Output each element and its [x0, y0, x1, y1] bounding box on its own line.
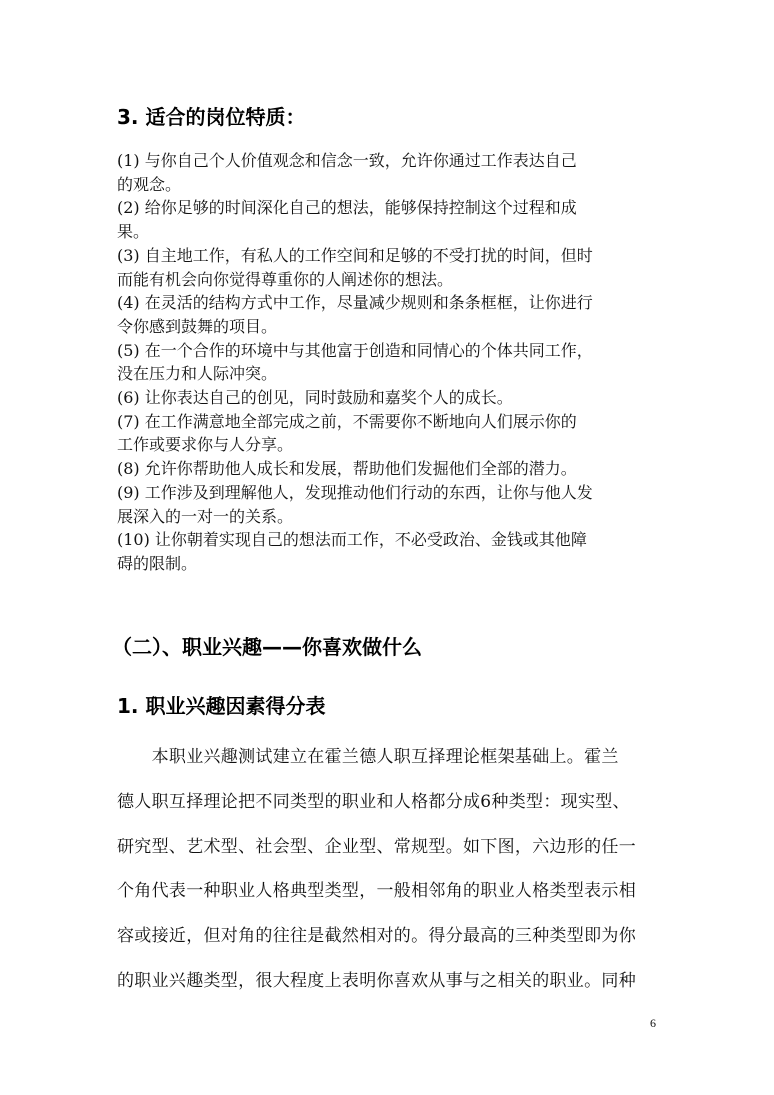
- paragraph-line: 容或接近，但对角的往往是截然相对的。得分最高的三种类型即为你: [117, 926, 636, 947]
- paragraph-line: 的职业兴趣类型，很大程度上表明你喜欢从事与之相关的职业。同种: [117, 970, 636, 991]
- section-3-title: 3. 适合的岗位特质：: [117, 105, 306, 129]
- list-line: (8) 允许你帮助他人成长和发展，帮助他们发掘他们全部的潜力。: [117, 459, 577, 479]
- subsection-1-title: 1. 职业兴趣因素得分表: [117, 694, 326, 718]
- list-line: (4) 在灵活的结构方式中工作，尽量减少规则和条条框框，让你进行: [117, 293, 593, 313]
- paragraph-line: 本职业兴趣测试建立在霍兰德人职互择理论框架基础上。霍兰: [117, 747, 619, 767]
- intro-paragraph: [117, 735, 662, 1004]
- list-line: 令你感到鼓舞的项目。: [117, 316, 278, 336]
- list-line: 而能有机会向你觉得尊重你的人阐述你的想法。: [117, 269, 454, 289]
- page-number: 6: [650, 1016, 656, 1030]
- list-line: 碍的限制。: [117, 553, 198, 573]
- paragraph-line: 个角代表一种职业人格典型类型，一般相邻角的职业人格类型表示相: [117, 881, 636, 902]
- list-line: 工作或要求你与人分享。: [117, 435, 294, 455]
- list-line: 展深入的一对一的关系。: [117, 506, 294, 526]
- paragraph-line: 德人职互择理论把不同类型的职业和人格都分成6种类型：现实型、: [117, 791, 630, 812]
- list-line: (3) 自主地工作，有私人的工作空间和足够的不受打扰的时间，但时: [117, 245, 593, 265]
- list-line: 没在压力和人际冲突。: [117, 364, 278, 384]
- list-line: (1) 与你自己个人价值观念和信念一致，允许你通过工作表达自己: [117, 151, 577, 170]
- list-line: (10) 让你朝着实现自己的想法而工作，不必受政治、金钱或其他障: [117, 530, 587, 550]
- list-line: (2) 给你足够的时间深化自己的想法，能够保持控制这个过程和成: [117, 198, 577, 218]
- paragraph-line: 研究型、艺术型、社会型、企业型、常规型。如下图，六边形的任一: [117, 836, 636, 857]
- list-line: (9) 工作涉及到理解他人，发现推动他们行动的东西，让你与他人发: [117, 482, 593, 502]
- list-line: (5) 在一个合作的环境中与其他富于创造和同情心的个体共同工作，: [117, 340, 593, 360]
- list-line: (6) 让你表达自己的创见，同时鼓励和嘉奖个人的成长。: [117, 388, 513, 408]
- job-traits-list: [117, 149, 662, 576]
- list-line: 果。: [117, 222, 150, 242]
- list-line: (7) 在工作满意地全部完成之前，不需要你不断地向人们展示你的: [117, 411, 577, 431]
- section-2-title: （二）、职业兴趣——你喜欢做什么: [112, 635, 422, 659]
- list-line: 的观念。: [117, 174, 182, 194]
